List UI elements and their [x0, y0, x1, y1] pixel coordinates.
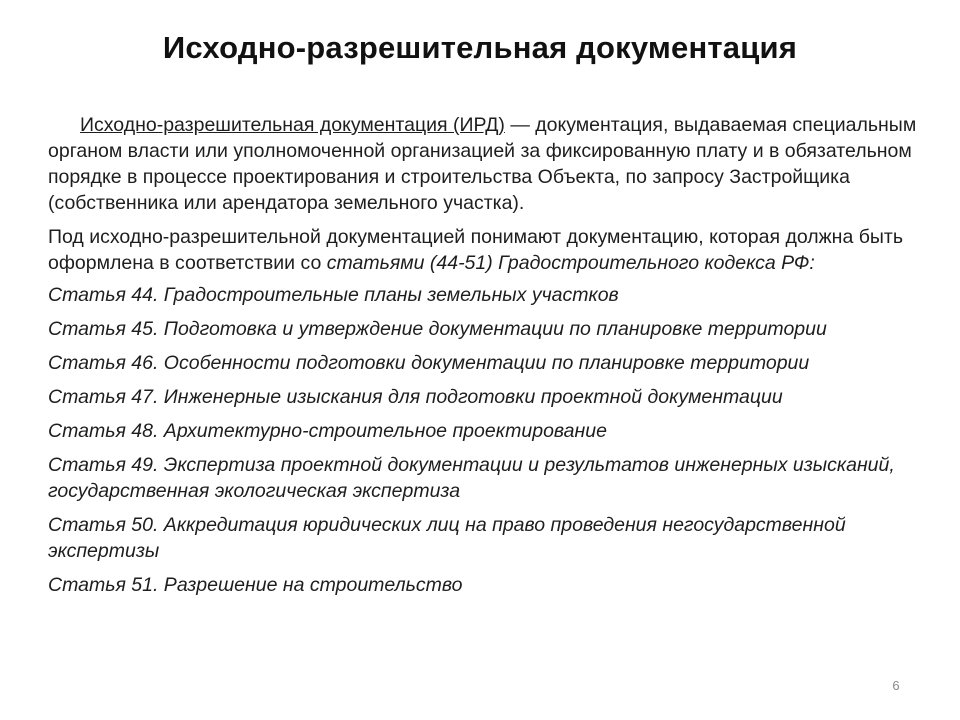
slide-body [48, 112, 918, 606]
intro-text: Под исходно-разрешительной документацией понимают документацию, которая должна быть оформлена в соответствии со [48, 226, 903, 274]
article-item: Статья 45. Подготовка и утверждение документации по планировке территории [48, 318, 827, 340]
article-item: Статья 48. Архитектурно-строительное проектирование [48, 420, 607, 442]
article-item: Статья 50. Аккредитация юридических лиц на право проведения негосударственной экспертизы [48, 514, 846, 562]
article-item: Статья 44. Градостроительные планы земельных участков [48, 284, 619, 306]
article-item: Статья 46. Особенности подготовки документации по планировке территории [48, 352, 810, 374]
intro-paragraph [48, 224, 918, 276]
page-number: 6 [892, 678, 900, 693]
article-item: Статья 47. Инженерные изыскания для подготовки проектной документации [48, 386, 783, 408]
definition-paragraph [48, 112, 918, 216]
article-item: Статья 51. Разрешение на строительство [48, 574, 463, 596]
article-item: Статья 49. Экспертиза проектной документации и результатов инженерных изысканий, государственная экологическая экспертиза [48, 454, 895, 502]
definition-text: — документация, выдаваемая специальным органом власти или уполномоченной организацией за фиксированную плату и в обязательном порядке в процессе проектирования и строительства Объекта, по запросу Застройщика (собственника или арендатора земельного участка). [48, 114, 917, 214]
slide-title: Исходно-разрешительная документация [162, 30, 798, 65]
intro-italic: статьями (44-51) Градостроительного кодекса РФ: [326, 252, 815, 274]
definition-term: Исходно-разрешительная документация (ИРД) [80, 114, 505, 136]
